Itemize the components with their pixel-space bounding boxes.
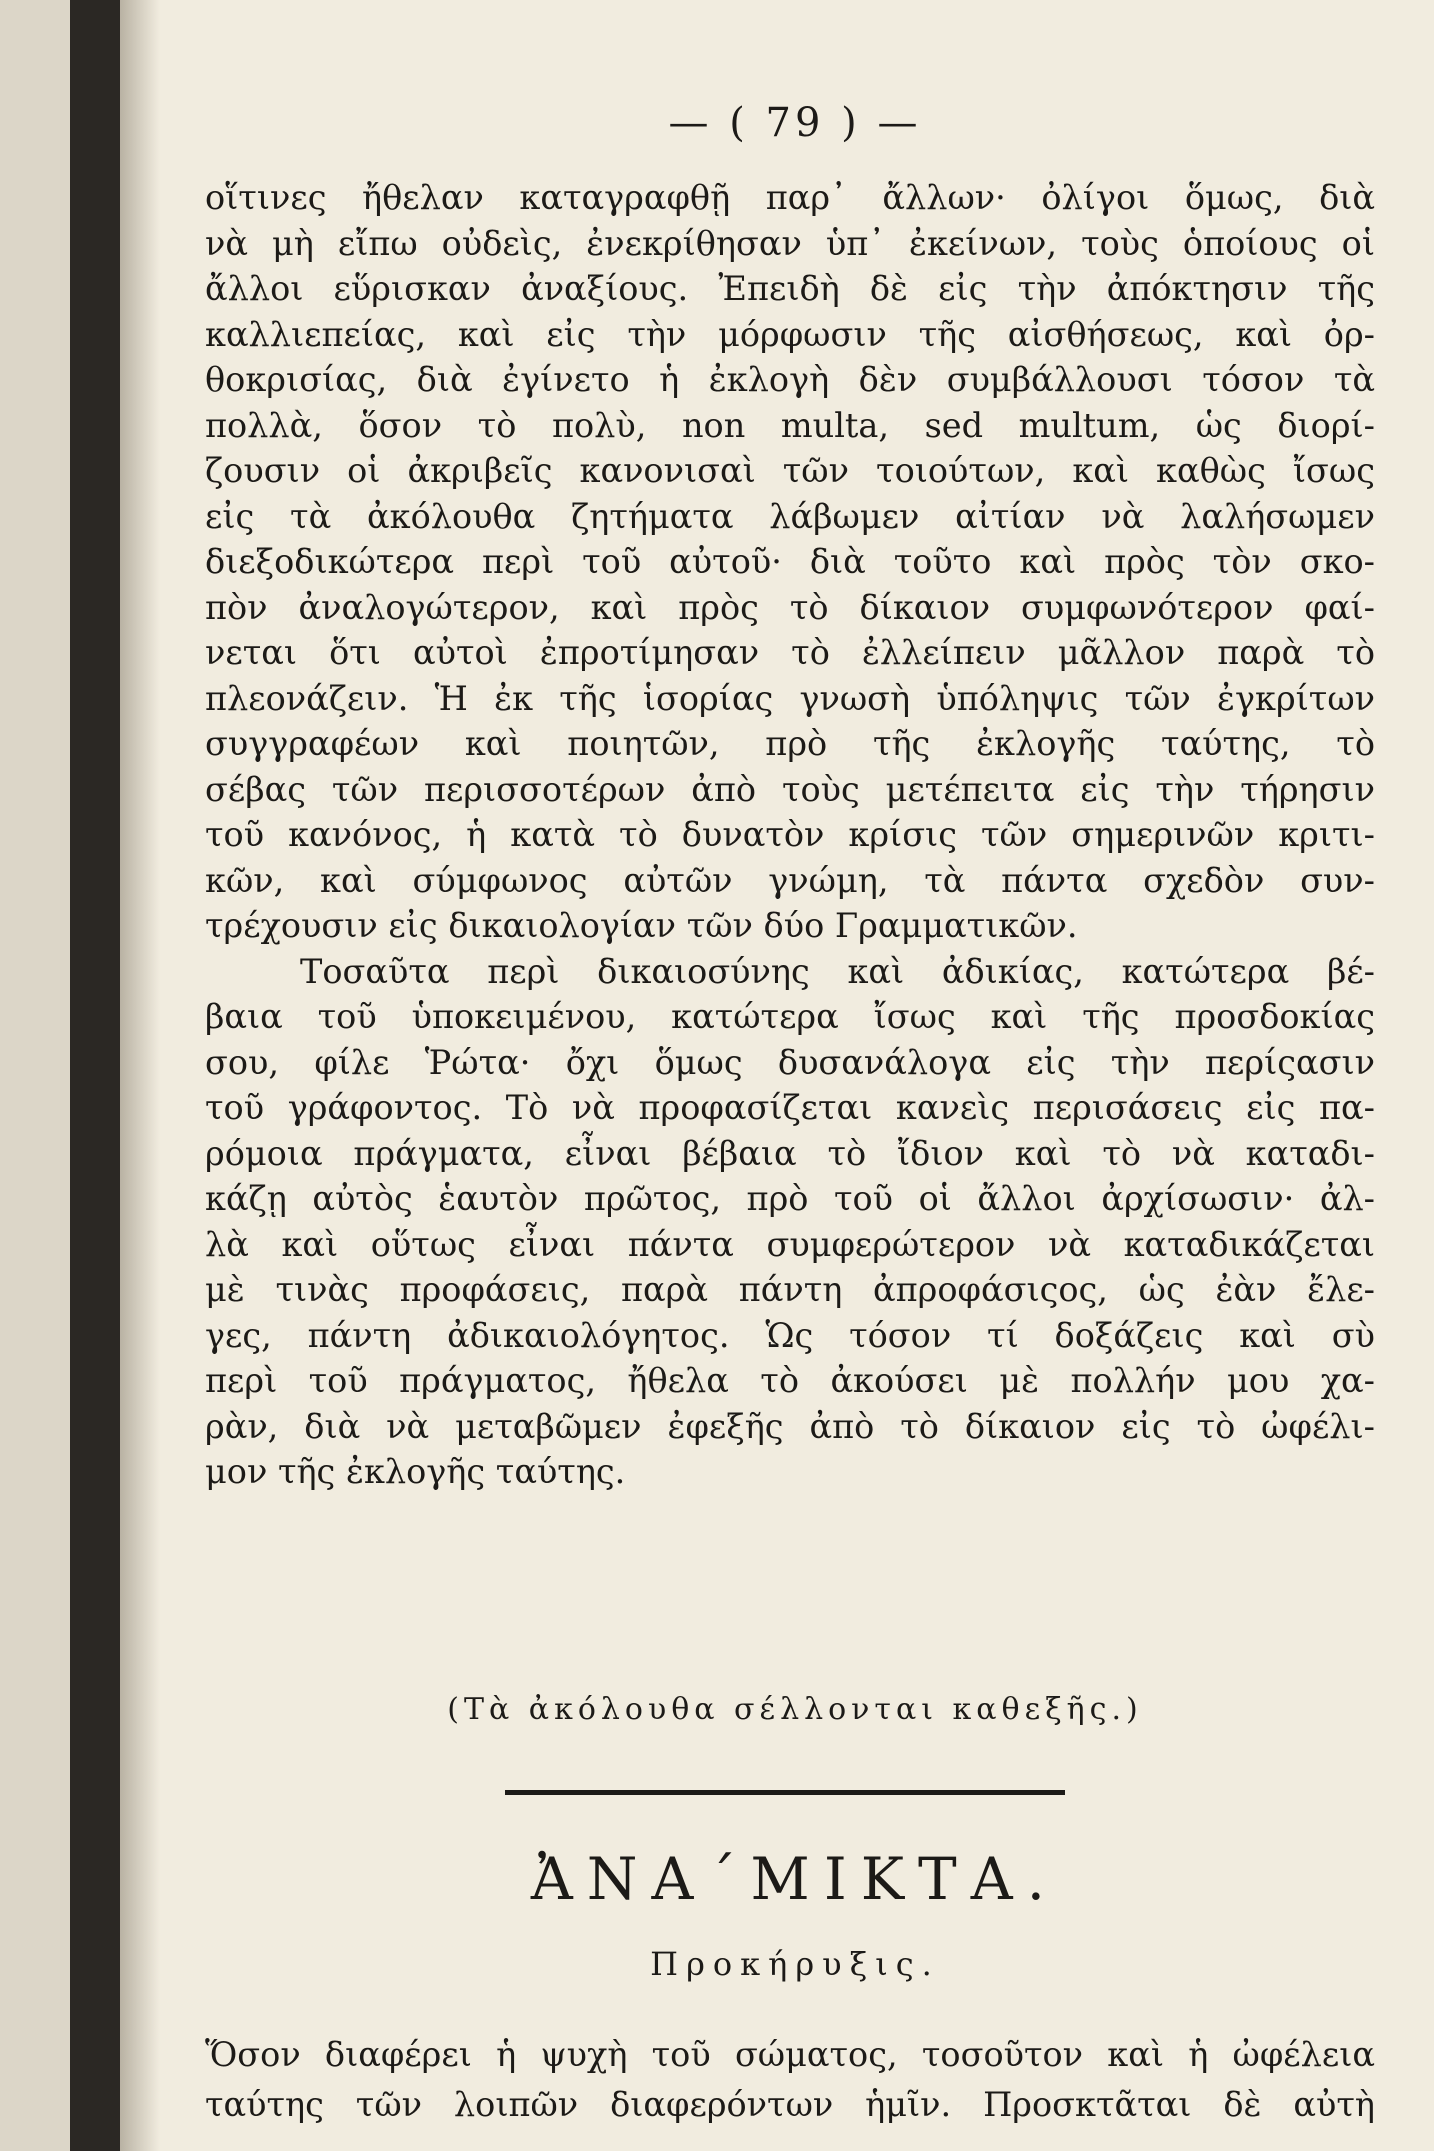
- binding-fade: [120, 0, 160, 2151]
- text-line: τοῦ κανόνος, ἡ κατὰ τὸ δυνατὸν κρίσις τῶν σημερινῶν κριτι-: [205, 815, 1375, 854]
- text-line: καλλιεπείας, καὶ εἰς τὴν μόρφωσιν τῆς αἰσθήσεως, καὶ ὀρ-: [205, 314, 1375, 354]
- section-divider: [505, 1790, 1065, 1795]
- section-title: ἈΝΑ΄ΜΙΚΤΑ.: [530, 1845, 1060, 1913]
- notice-text: [205, 2030, 1375, 2130]
- text-line: νὰ μὴ εἴπω οὐδεὶς, ἐνεκρίθησαν ὑπ᾽ ἐκείνων, τοὺς ὁποίους οἱ: [205, 223, 1375, 263]
- text-line: νεται ὅτι αὐτοὶ ἐπροτίμησαν τὸ ἐλλείπειν μᾶλλον παρὰ τὸ: [205, 633, 1375, 672]
- text-line: εἰς τὰ ἀκόλουθα ζητήματα λάβωμεν αἰτίαν νὰ λαλήσωμεν: [205, 496, 1375, 536]
- text-line: κάζῃ αὐτὸς ἑαυτὸν πρῶτος, πρὸ τοῦ οἱ ἄλλοι ἀρχίσωσιν· ἀλ-: [205, 1179, 1375, 1218]
- text-line: πλεονάζειν. Ἡ ἐκ τῆς ἱσορίας γνωσὴ ὑπόληψις τῶν ἐγκρίτων: [205, 678, 1375, 718]
- text-line: ρόμοια πράγματα, εἶναι βέβαια τὸ ἴδιον καὶ τὸ νὰ καταδι-: [205, 1133, 1375, 1173]
- text-line: τρέχουσιν εἰς δικαιολογίαν τῶν δύο Γραμματικῶν.: [205, 906, 1078, 945]
- text-line: περὶ τοῦ πράγματος, ἤθελα τὸ ἀκούσει μὲ πολλήν μου χα-: [205, 1361, 1375, 1400]
- text-line: οἵτινες ἤθελαν καταγραφθῇ παρ᾽ ἄλλων· ὀλίγοι ὅμως, διὰ: [205, 178, 1375, 217]
- page-gutter: [0, 0, 70, 2151]
- text-line: συγγραφέων καὶ ποιητῶν, πρὸ τῆς ἐκλογῆς ταύτης, τὸ: [205, 724, 1375, 763]
- text-line: σου, φίλε Ῥώτα· ὄχι ὅμως δυσανάλογα εἰς τὴν περίςασιν: [205, 1042, 1375, 1082]
- text-line: μὲ τινὰς προφάσεις, παρὰ πάντη ἀπροφάσιςος, ὡς ἐὰν ἔλε-: [205, 1270, 1375, 1309]
- page-number: — ( 79 ) —: [668, 100, 922, 146]
- section-subtitle: Προκήρυξις.: [650, 1945, 940, 1983]
- text-line: διεξοδικώτερα περὶ τοῦ αὐτοῦ· διὰ τοῦτο καὶ πρὸς τὸν σκο-: [205, 542, 1375, 581]
- text-line: λὰ καὶ οὕτως εἶναι πάντα συμφερώτερον νὰ καταδικάζεται: [205, 1224, 1375, 1264]
- text-line: πὸν ἀναλογώτερον, καὶ πρὸς τὸ δίκαιον συμφωνότερον φαί-: [205, 587, 1375, 627]
- text-line: ἄλλοι εὕρισκαν ἀναξίους. Ἐπειδὴ δὲ εἰς τὴν ἀπόκτησιν τῆς: [205, 269, 1375, 308]
- main-text: [205, 175, 1375, 1495]
- book-page: [205, 0, 1385, 2151]
- text-line: σέβας τῶν περισσοτέρων ἀπὸ τοὺς μετέπειτα εἰς τὴν τήρησιν: [205, 769, 1375, 809]
- text-line: θοκρισίας, διὰ ἐγίνετο ἡ ἐκλογὴ δὲν συμβάλλουσι τόσον τὰ: [205, 360, 1375, 399]
- continuation-note: (Τὰ ἀκόλουθα σέλλονται καθεξῆς.): [447, 1692, 1143, 1727]
- text-line: ρὰν, διὰ νὰ μεταβῶμεν ἐφεξῆς ἀπὸ τὸ δίκαιον εἰς τὸ ὠφέλι-: [205, 1406, 1375, 1446]
- text-line: κῶν, καὶ σύμφωνος αὐτῶν γνώμη, τὰ πάντα σχεδὸν συν-: [205, 860, 1375, 900]
- text-line: Τοσαῦτα περὶ δικαιοσύνης καὶ ἀδικίας, κατώτερα βέ-: [300, 951, 1375, 991]
- text-line: Ὅσον διαφέρει ἡ ψυχὴ τοῦ σώματος, τοσοῦτον καὶ ἡ ὠφέλεια: [205, 2035, 1375, 2074]
- text-line: ζουσιν οἱ ἀκριβεῖς κανονισαὶ τῶν τοιούτων, καὶ καθὼς ἴσως: [205, 451, 1375, 490]
- text-line: μον τῆς ἐκλογῆς ταύτης.: [205, 1452, 626, 1491]
- text-line: πολλὰ, ὅσον τὸ πολὺ, non multa, sed multum, ὡς διορί-: [205, 405, 1375, 445]
- binding-shadow: [70, 0, 120, 2151]
- text-line: βαια τοῦ ὑποκειμένου, κατώτερα ἴσως καὶ τῆς προσδοκίας: [205, 997, 1375, 1036]
- text-line: ταύτης τῶν λοιπῶν διαφερόντων ἡμῖν. Προσκτᾶται δὲ αὐτὴ: [205, 2085, 1375, 2124]
- text-line: γες, πάντη ἀδικαιολόγητος. Ὡς τόσον τί δοξάζεις καὶ σὺ: [205, 1315, 1375, 1355]
- text-line: τοῦ γράφοντος. Τὸ νὰ προφασίζεται κανεὶς περισάσεις εἰς πα-: [205, 1088, 1375, 1127]
